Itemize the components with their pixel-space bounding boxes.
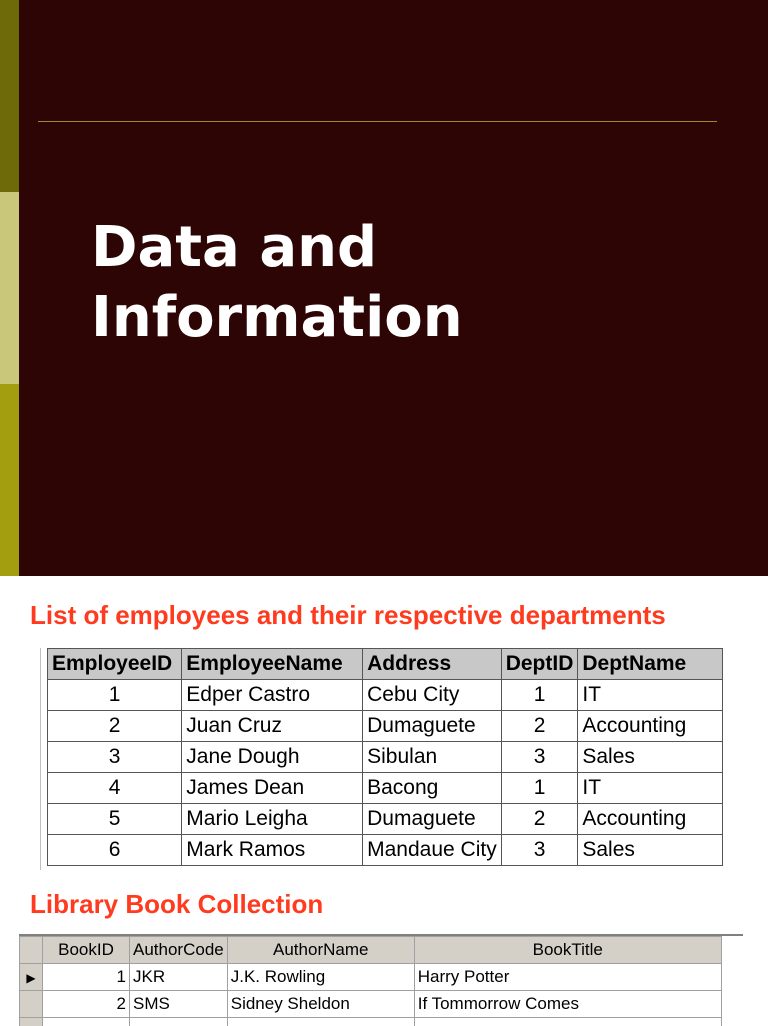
author-code-cell[interactable]: SMS xyxy=(130,991,228,1018)
header-employee-name: EmployeeName xyxy=(182,649,363,680)
header-dept-id: DeptID xyxy=(501,649,578,680)
dept-name-cell: Sales xyxy=(578,742,723,773)
header-author-name[interactable]: AuthorName xyxy=(227,937,414,964)
side-bar-bottom xyxy=(0,384,19,576)
table-row xyxy=(20,1018,722,1026)
library-header-row xyxy=(20,937,722,964)
header-dept-name: DeptName xyxy=(578,649,723,680)
employee-id-cell: 5 xyxy=(48,804,182,835)
employee-id-cell: 1 xyxy=(48,680,182,711)
table-row xyxy=(48,711,723,742)
table-row xyxy=(48,680,723,711)
book-title-cell[interactable]: Harry Potter xyxy=(414,964,721,991)
author-code-cell[interactable]: JKR xyxy=(130,964,228,991)
address-cell: Dumaguete xyxy=(363,804,502,835)
employees-table-container xyxy=(40,648,723,870)
header-address: Address xyxy=(363,649,502,680)
library-table xyxy=(19,936,722,1026)
title-rule xyxy=(38,121,717,122)
header-employee-id: EmployeeID xyxy=(48,649,182,680)
employee-id-cell: 2 xyxy=(48,711,182,742)
empty-cell[interactable] xyxy=(43,1018,130,1026)
record-selector[interactable] xyxy=(20,991,43,1018)
table-row xyxy=(48,742,723,773)
dept-id-cell: 1 xyxy=(501,773,578,804)
select-all-corner[interactable] xyxy=(20,937,43,964)
dept-name-cell: Sales xyxy=(578,835,723,866)
employee-name-cell: Mark Ramos xyxy=(182,835,363,866)
dept-id-cell: 2 xyxy=(501,804,578,835)
employees-table xyxy=(47,648,723,866)
employee-name-cell: Jane Dough xyxy=(182,742,363,773)
author-name-cell[interactable]: Sidney Sheldon xyxy=(227,991,414,1018)
book-title-cell[interactable]: If Tommorrow Comes xyxy=(414,991,721,1018)
employee-id-cell: 6 xyxy=(48,835,182,866)
employee-name-cell: Mario Leigha xyxy=(182,804,363,835)
header-author-code[interactable]: AuthorCode xyxy=(130,937,228,964)
employee-name-cell: Juan Cruz xyxy=(182,711,363,742)
dept-id-cell: 1 xyxy=(501,680,578,711)
employee-id-cell: 3 xyxy=(48,742,182,773)
dept-id-cell: 3 xyxy=(501,835,578,866)
employee-name-cell: James Dean xyxy=(182,773,363,804)
record-selector[interactable] xyxy=(20,1018,43,1026)
side-bar-middle xyxy=(0,192,19,384)
book-id-cell[interactable]: 2 xyxy=(43,991,130,1018)
record-selector[interactable] xyxy=(20,964,43,991)
table-row xyxy=(20,964,722,991)
empty-cell[interactable] xyxy=(414,1018,721,1026)
address-cell: Sibulan xyxy=(363,742,502,773)
header-book-title[interactable]: BookTitle xyxy=(414,937,721,964)
book-id-cell[interactable]: 1 xyxy=(43,964,130,991)
record-pointer-icon: ▶ xyxy=(26,971,35,985)
library-datasheet xyxy=(19,934,743,1026)
address-cell: Bacong xyxy=(363,773,502,804)
address-cell: Mandaue City xyxy=(363,835,502,866)
side-bar-top xyxy=(0,0,19,192)
slide-title: Data and Information xyxy=(91,213,463,353)
address-cell: Cebu City xyxy=(363,680,502,711)
empty-cell[interactable] xyxy=(227,1018,414,1026)
author-name-cell[interactable]: J.K. Rowling xyxy=(227,964,414,991)
employee-id-cell: 4 xyxy=(48,773,182,804)
dept-name-cell: IT xyxy=(578,773,723,804)
dept-name-cell: Accounting xyxy=(578,804,723,835)
table-row xyxy=(48,835,723,866)
employees-caption: List of employees and their respective departments xyxy=(30,600,666,631)
employee-name-cell: Edper Castro xyxy=(182,680,363,711)
dept-id-cell: 2 xyxy=(501,711,578,742)
dept-id-cell: 3 xyxy=(501,742,578,773)
library-caption: Library Book Collection xyxy=(30,889,323,920)
table-row xyxy=(48,804,723,835)
dept-name-cell: IT xyxy=(578,680,723,711)
dept-name-cell: Accounting xyxy=(578,711,723,742)
employees-header-row xyxy=(48,649,723,680)
empty-cell[interactable] xyxy=(130,1018,228,1026)
table-row xyxy=(20,991,722,1018)
header-book-id[interactable]: BookID xyxy=(43,937,130,964)
address-cell: Dumaguete xyxy=(363,711,502,742)
table-row xyxy=(48,773,723,804)
